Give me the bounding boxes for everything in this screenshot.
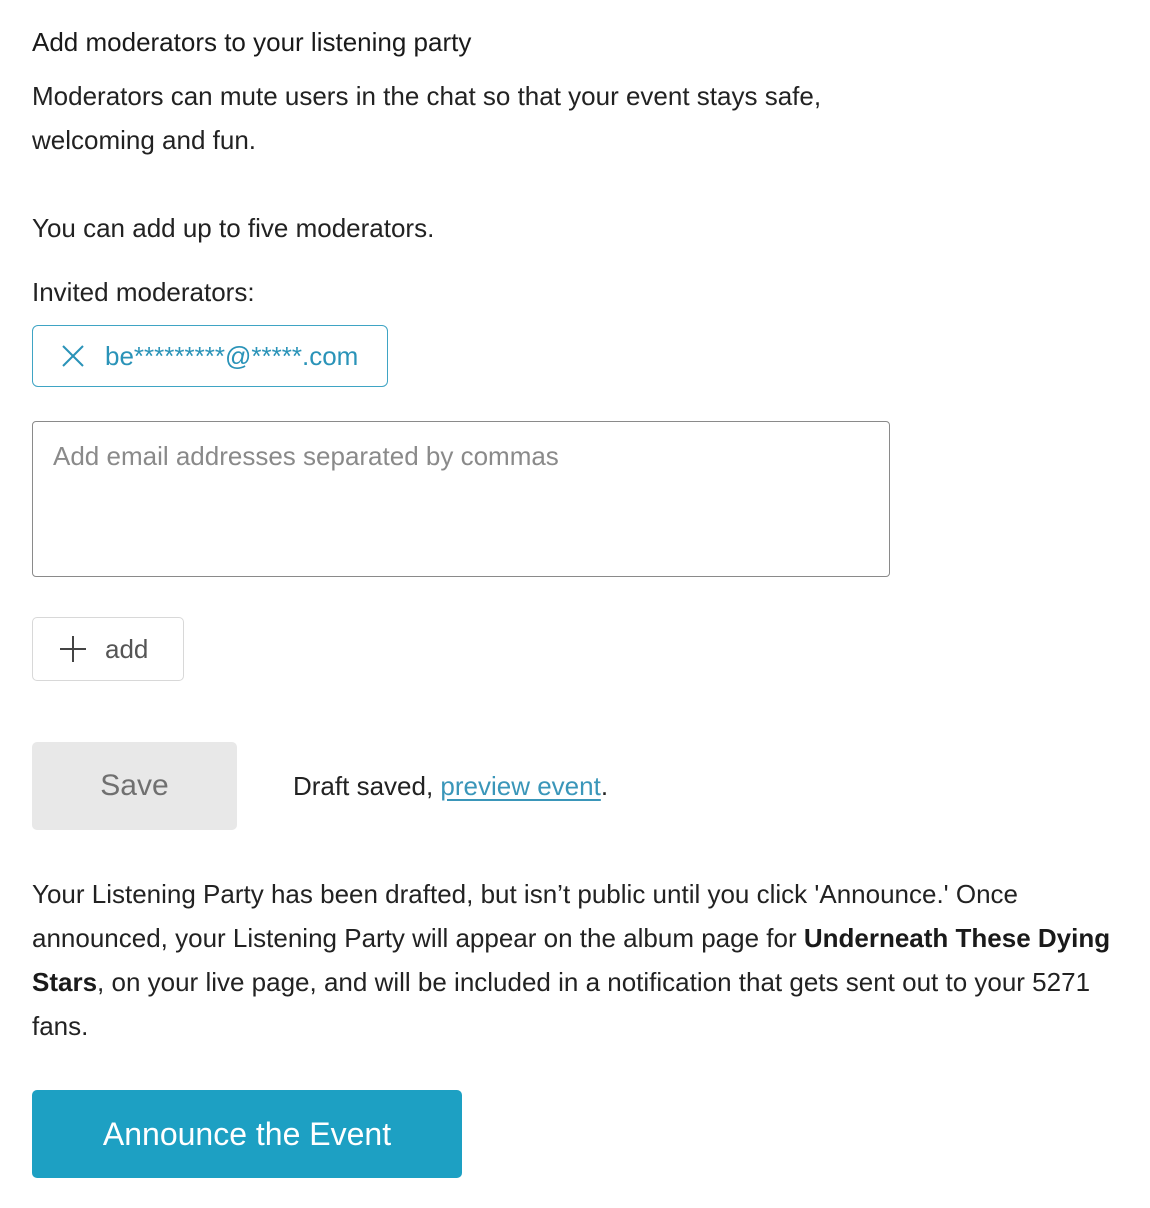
close-icon[interactable] xyxy=(61,344,85,368)
announce-event-button[interactable]: Announce the Event xyxy=(32,1090,462,1178)
moderator-email-input[interactable] xyxy=(32,421,890,577)
moderator-email: be*********@*****.com xyxy=(105,340,359,371)
announce-info-line2-suffix: , on your live page, and will be included in a notification that gets sent out to your 5271 fans. xyxy=(32,967,1091,1041)
add-button-label: add xyxy=(105,633,149,664)
section-description: Moderators can mute users in the chat so that your event stays safe, welcoming and fun. xyxy=(32,81,822,155)
announce-info-line1: Your Listening Party has been drafted, but isn’t public until you click 'Announce.' xyxy=(32,879,949,909)
plus-icon xyxy=(59,635,87,663)
preview-event-link[interactable]: preview event xyxy=(440,771,601,801)
save-button[interactable]: Save xyxy=(32,742,237,830)
add-moderator-button[interactable] xyxy=(32,617,184,681)
section-title: Add moderators to your listening party xyxy=(32,27,472,57)
announce-info-line2: Once announced, your Listening Party will appear on the album page for xyxy=(32,879,1019,953)
moderator-limit-note: You can add up to five moderators. xyxy=(32,213,435,243)
draft-status-text: Draft saved, xyxy=(293,771,441,801)
announce-info xyxy=(32,872,1122,1048)
draft-status-suffix: . xyxy=(600,771,609,801)
draft-status xyxy=(293,764,608,808)
invited-moderator-chip[interactable] xyxy=(32,325,388,387)
album-title: Underneath These Dying Stars xyxy=(32,923,1111,997)
invited-moderators-label: Invited moderators: xyxy=(32,277,255,307)
